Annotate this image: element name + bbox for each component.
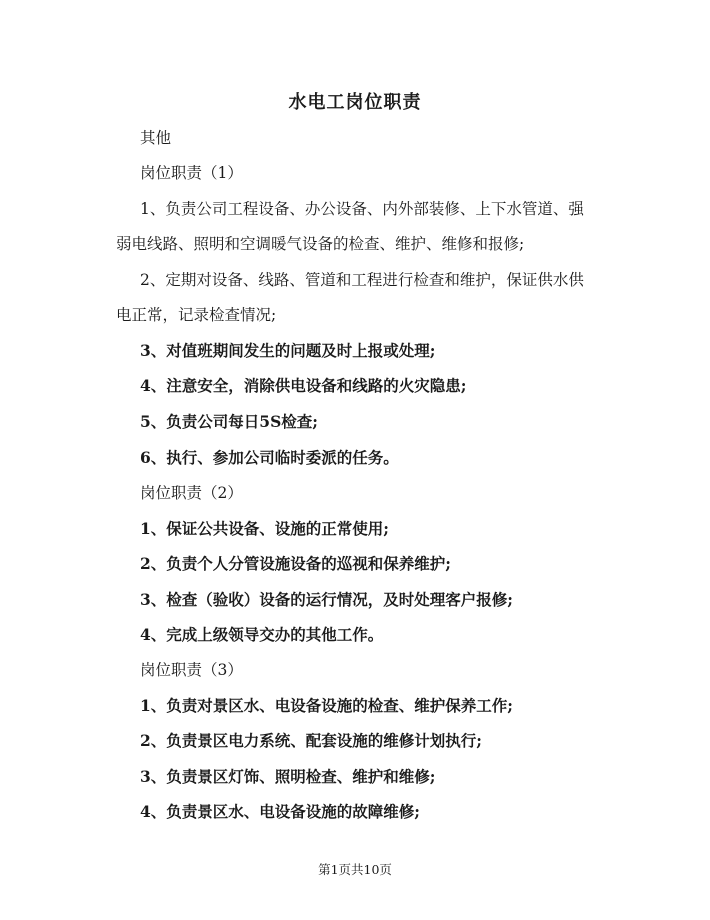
- list-item-line: 3、负责景区灯饰、照明检查、维护和维修;: [140, 767, 436, 786]
- list-item-line: 4、负责景区水、电设备设施的故障维修;: [140, 802, 421, 821]
- list-item-line: 2、定期对设备、线路、管道和工程进行检查和维护，保证供水供: [140, 271, 584, 289]
- section-heading-1: 岗位职责（1）: [140, 164, 243, 182]
- list-item-line: 电正常，记录检查情况;: [116, 306, 277, 324]
- list-item-line: 2、负责个人分管设施设备的巡视和保养维护;: [140, 554, 452, 573]
- list-item-line: 3、检查（验收）设备的运行情况，及时处理客户报修;: [140, 590, 514, 609]
- page-indicator: 第1页共10页: [318, 862, 392, 877]
- list-item-line: 1、保证公共设备、设施的正常使用;: [140, 519, 390, 538]
- list-item-line: 1、负责对景区水、电设备设施的检查、维护保养工作;: [140, 696, 514, 715]
- list-item-line: 2、负责景区电力系统、配套设施的维修计划执行;: [140, 731, 483, 750]
- section-heading-2: 岗位职责（2）: [140, 484, 243, 502]
- list-item-line: 1、负责公司工程设备、办公设备、内外部装修、上下水管道、强: [140, 200, 584, 218]
- list-item-line: 4、完成上级领导交办的其他工作。: [140, 625, 384, 644]
- list-item-line: 弱电线路、照明和空调暖气设备的检查、维护、维修和报修;: [116, 235, 525, 253]
- document-title: 水电工岗位职责: [288, 92, 422, 113]
- category-label: 其他: [140, 129, 172, 147]
- list-item-line: 3、对值班期间发生的问题及时上报或处理;: [140, 341, 436, 360]
- list-item-line: 5、负责公司每日5S检查;: [140, 412, 318, 431]
- list-item-line: 6、执行、参加公司临时委派的任务。: [140, 448, 399, 467]
- list-item-line: 4、注意安全，消除供电设备和线路的火灾隐患;: [140, 376, 467, 395]
- section-heading-3: 岗位职责（3）: [140, 661, 243, 679]
